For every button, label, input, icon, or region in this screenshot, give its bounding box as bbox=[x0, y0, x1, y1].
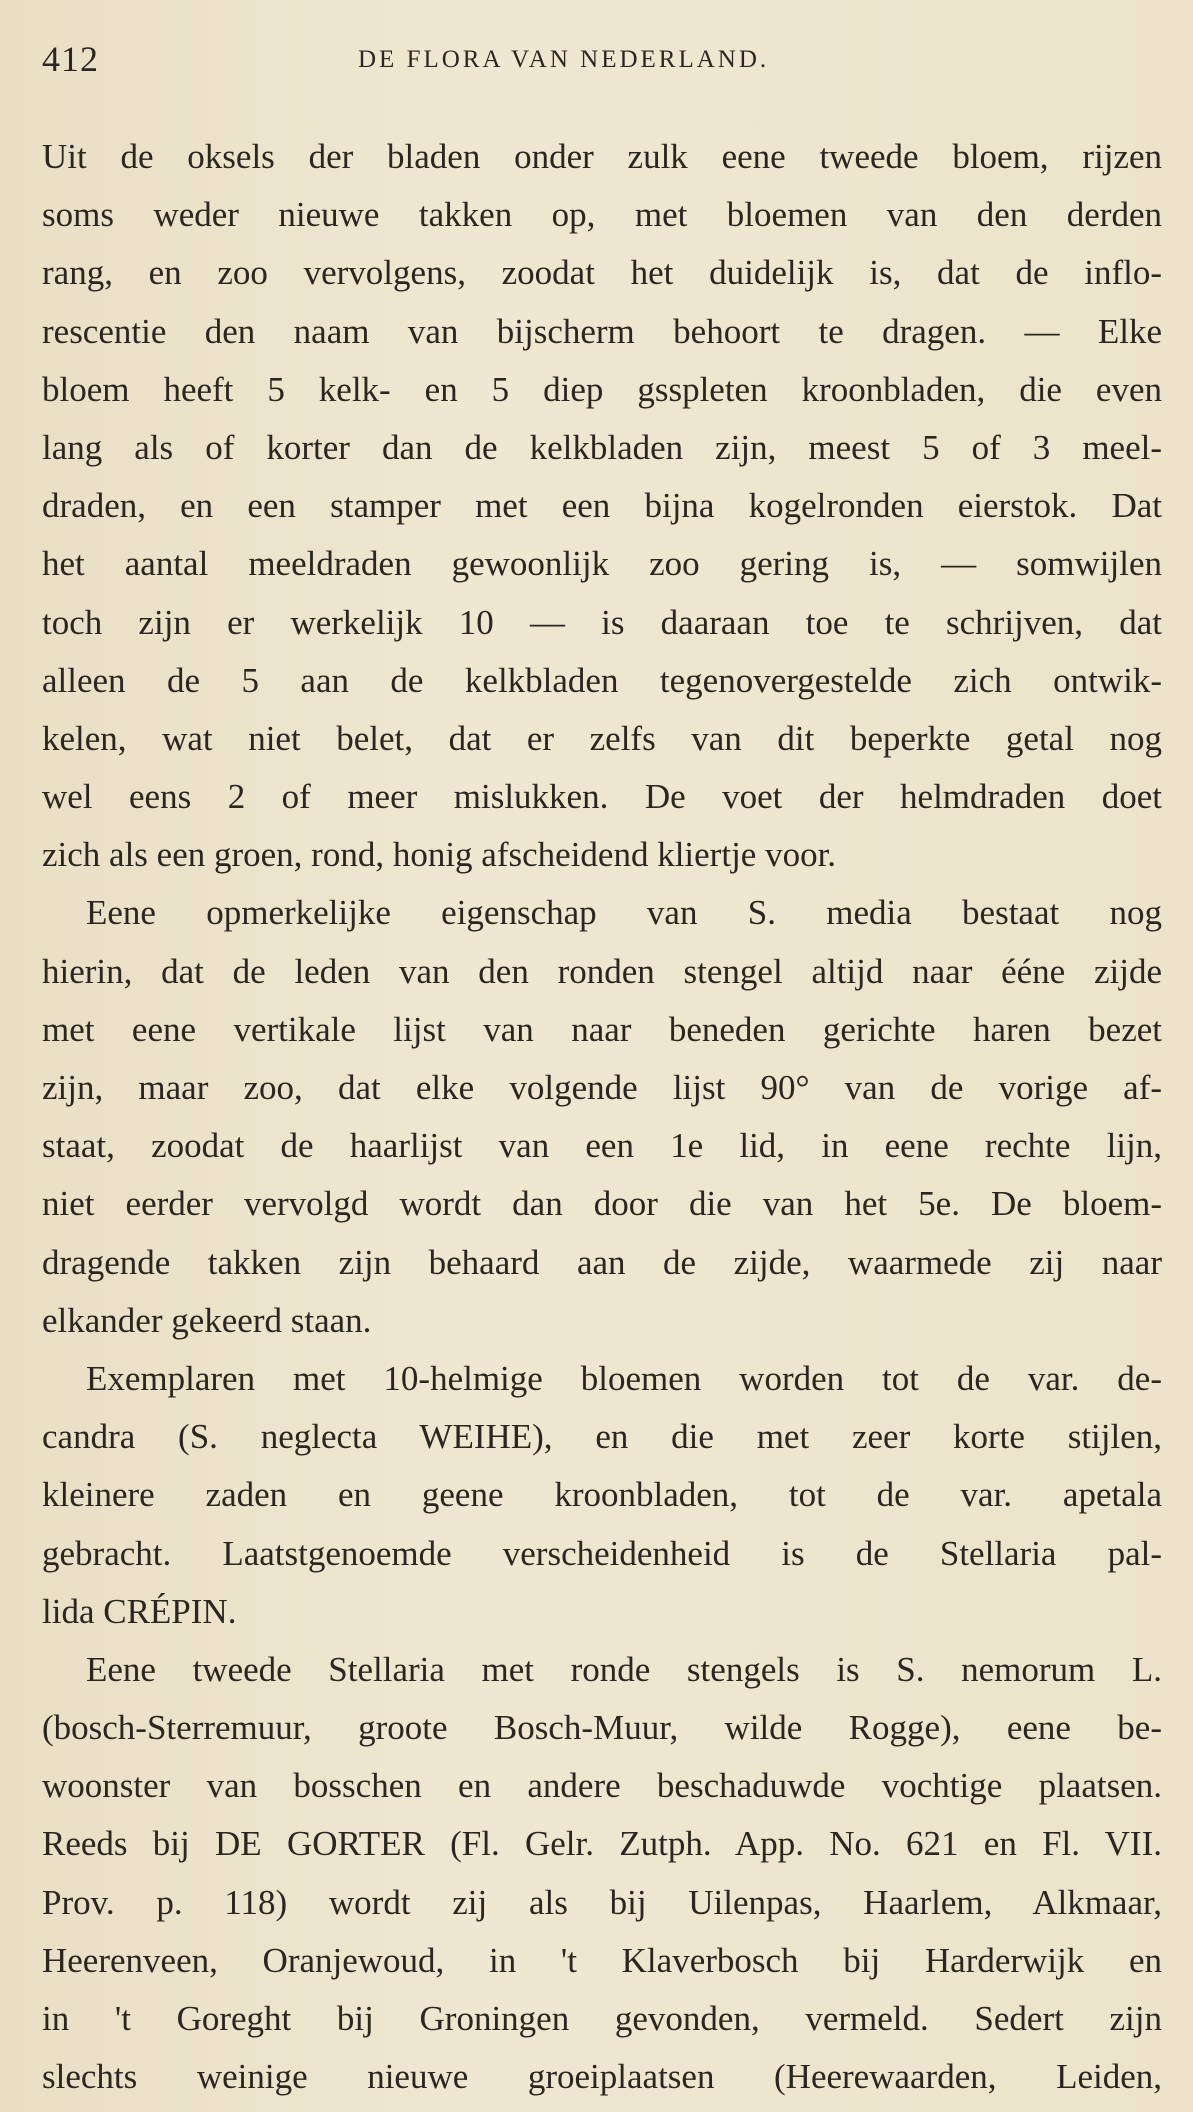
text-line: soms weder nieuwe takken op, met bloemen van den derden bbox=[42, 195, 1162, 235]
text-line: bloem heeft 5 kelk- en 5 diep gsspleten kroonbladen, die even bbox=[42, 369, 1162, 409]
text-line: wel eens 2 of meer mislukken. De voet der helmdraden doet bbox=[42, 777, 1162, 817]
text-line: Eene tweede Stellaria met ronde stengels is S. nemorum L. bbox=[86, 1649, 1162, 1689]
text-line: kleinere zaden en geene kroonbladen, tot de var. apetala bbox=[42, 1475, 1162, 1515]
text-line: slechts weinige nieuwe groeiplaatsen (Heerewaarden, Leiden, bbox=[42, 2057, 1162, 2097]
text-line: kelen, wat niet belet, dat er zelfs van dit beperkte getal nog bbox=[42, 718, 1162, 758]
page-number: 412 bbox=[42, 39, 99, 79]
body-text bbox=[42, 128, 1162, 2106]
page-header bbox=[42, 38, 1152, 88]
text-line: staat, zoodat de haarlijst van een 1e lid, in eene rechte lijn, bbox=[42, 1126, 1162, 1166]
text-line: Reeds bij DE GORTER (Fl. Gelr. Zutph. App. No. 621 en Fl. VII. bbox=[42, 1824, 1162, 1864]
text-line: gebracht. Laatstgenoemde verscheidenheid is de Stellaria pal- bbox=[42, 1533, 1162, 1573]
text-line: Prov. p. 118) wordt zij als bij Uilenpas, Haarlem, Alkmaar, bbox=[42, 1882, 1162, 1922]
text-line: Exemplaren met 10-helmige bloemen worden tot de var. de- bbox=[86, 1358, 1162, 1398]
text-line: rang, en zoo vervolgens, zoodat het duidelijk is, dat de inflo- bbox=[42, 253, 1162, 293]
text-line: elkander gekeerd staan. bbox=[42, 1300, 372, 1340]
text-line: lang als of korter dan de kelkbladen zijn, meest 5 of 3 meel- bbox=[42, 427, 1162, 467]
text-line: zijn, maar zoo, dat elke volgende lijst 90° van de vorige af- bbox=[42, 1068, 1162, 1107]
text-line: zich als een groen, rond, honig afscheidend kliertje voor. bbox=[42, 835, 837, 875]
text-line: Heerenveen, Oranjewoud, in 't Klaverbosch bij Harderwijk en bbox=[42, 1940, 1162, 1980]
text-line: alleen de 5 aan de kelkbladen tegenovergestelde zich ontwik- bbox=[42, 660, 1162, 700]
text-line: het aantal meeldraden gewoonlijk zoo gering is, — somwijlen bbox=[42, 544, 1162, 584]
text-line: lida CRÉPIN. bbox=[42, 1591, 237, 1631]
text-line: niet eerder vervolgd wordt dan door die van het 5e. De bloem- bbox=[42, 1184, 1162, 1224]
text-line: woonster van bosschen en andere beschaduwde vochtige plaatsen. bbox=[42, 1766, 1162, 1806]
text-line: Eene opmerkelijke eigenschap van S. media bestaat nog bbox=[86, 893, 1162, 933]
text-line: rescentie den naam van bijscherm behoort te dragen. — Elke bbox=[42, 311, 1162, 351]
running-title: DE FLORA VAN NEDERLAND. bbox=[358, 46, 770, 73]
text-line: toch zijn er werkelijk 10 — is daaraan toe te schrijven, dat bbox=[42, 602, 1162, 642]
text-line: in 't Goreght bij Groningen gevonden, vermeld. Sedert zijn bbox=[42, 1999, 1162, 2038]
text-line: hierin, dat de leden van den ronden stengel altijd naar ééne zijde bbox=[42, 951, 1162, 991]
text-line: (bosch-Sterremuur, groote Bosch-Muur, wilde Rogge), eene be- bbox=[42, 1708, 1162, 1748]
text-line: met eene vertikale lijst van naar beneden gerichte haren bezet bbox=[42, 1009, 1162, 1049]
text-line: dragende takken zijn behaard aan de zijde, waarmede zij naar bbox=[42, 1242, 1162, 1282]
text-line: candra (S. neglecta WEIHE), en die met zeer korte stijlen, bbox=[42, 1417, 1162, 1457]
text-line: draden, en een stamper met een bijna kogelronden eierstok. Dat bbox=[42, 486, 1162, 526]
text-line: Uit de oksels der bladen onder zulk eene tweede bloem, rijzen bbox=[42, 137, 1162, 176]
